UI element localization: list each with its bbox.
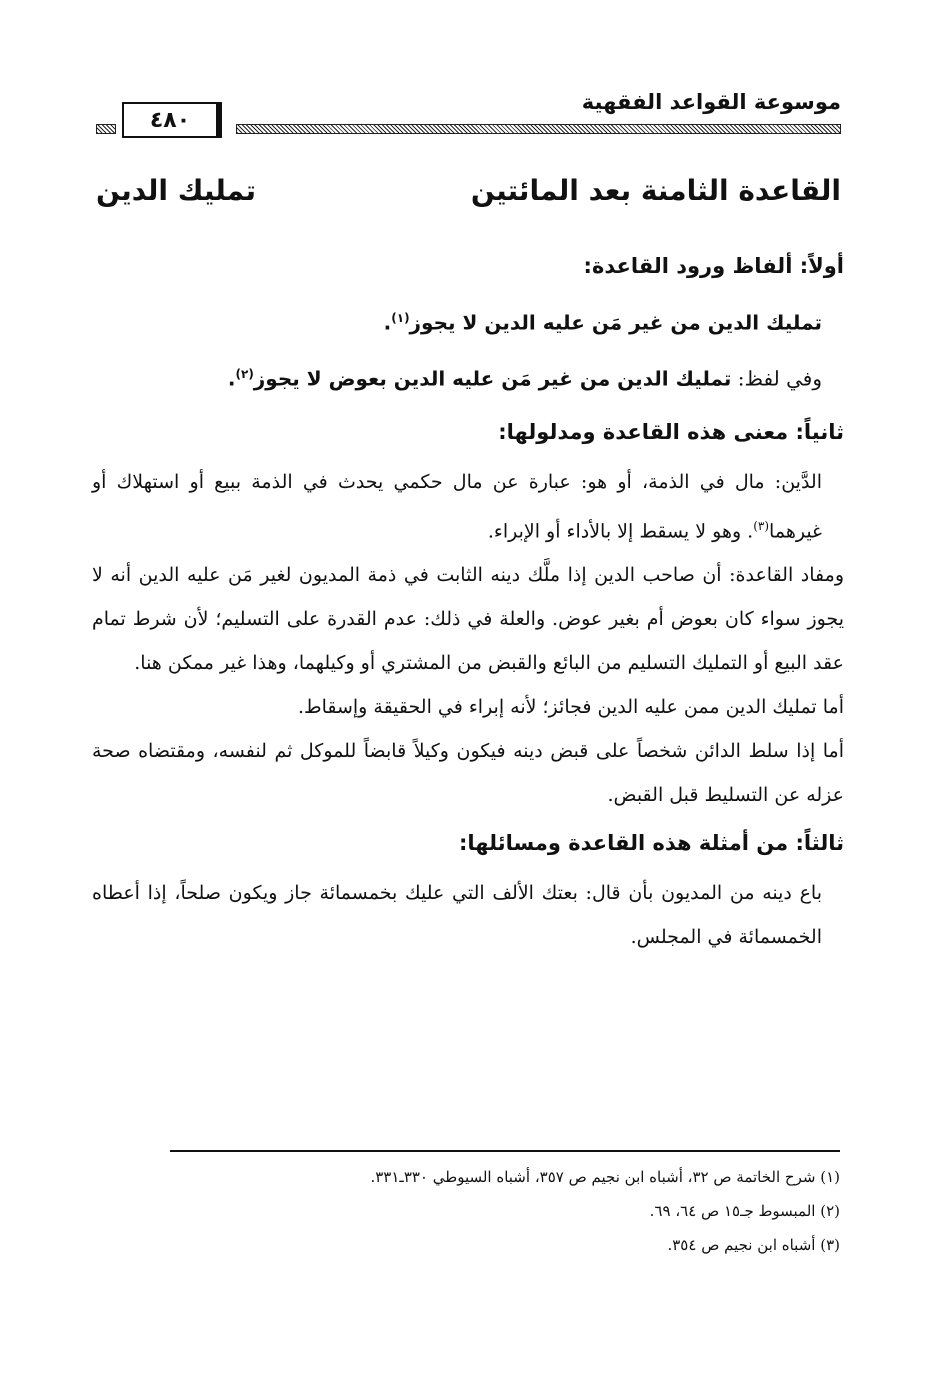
rule-wording-1: [92, 290, 844, 346]
rule-wording-2: [92, 346, 844, 402]
series-title: موسوعة القواعد الفقهية: [581, 90, 841, 114]
rule-wording-1-text: تمليك الدين من غير مَن عليه الدين لا يجوز: [409, 310, 822, 335]
rule-title: القاعدة الثامنة بعد المائتين: [470, 174, 841, 207]
header-ornament-left: [96, 124, 116, 134]
rule-wording-2-prefix: وفي لفظ:: [731, 366, 822, 391]
section-heading-examples: ثالثاً: من أمثلة هذه القاعدة ومسائلها:: [458, 831, 844, 856]
section-heading-meaning: ثانياً: معنى هذه القاعدة ومدلولها:: [498, 420, 844, 444]
rule-wording-2-end: .: [227, 366, 236, 391]
paragraph-debt-definition-text: الدَّين: مال في الذمة، أو هو: عبارة عن مال حكمي يحدث في الذمة ببيع أو استهلاك أو غيرهما: [92, 471, 822, 543]
rule-wording-2-text: تمليك الدين من غير مَن عليه الدين بعوض لا يجوز: [253, 366, 732, 391]
rule-topic: تمليك الدين: [96, 174, 256, 207]
footnote-ref-3: (٣): [753, 519, 770, 533]
footnote-3: (٣) أشباه ابن نجيم ص ٣٥٤.: [667, 1236, 840, 1254]
header-ornament-bar: [236, 124, 841, 134]
footnotes: [170, 1150, 840, 1262]
paragraph-debt-definition: [92, 460, 844, 553]
footnote-ref-2: (٢): [235, 367, 254, 381]
rule-title-row: [96, 174, 841, 224]
paragraph-agency: أما إذا سلط الدائن شخصاً على قبض دينه فيكون وكيلاً قابضاً للموكل ثم لنفسه، ومقتضاه صحة عزله عن التسليط قبل القبض.: [92, 740, 844, 807]
section-heading-wording: أولاً: ألفاظ ورود القاعدة:: [583, 254, 844, 278]
footnote-1: (١) شرح الخاتمة ص ٣٢، أشباه ابن نجيم ص ٣٥٧، أشباه السيوطي ٣٣٠ـ٣٣١.: [370, 1168, 840, 1186]
footnote-2: (٢) المبسوط جـ١٥ ص ٦٤، ٦٩.: [649, 1202, 840, 1220]
paragraph-rule-meaning: ومفاد القاعدة: أن صاحب الدين إذا ملَّك دينه الثابت في ذمة المديون لغير مَن عليه الدين أنه لا يجوز سواء كان بعوض أم بغير عوض. والعلة في ذلك: عدم القدرة على التسليم؛ لأن شرط تمام عقد البيع أو التمليك التسليم من البائع والقبض من المشتري أو وكيلهما، وهذا غير ممكن هنا.: [92, 564, 844, 675]
rule-wording-1-end: .: [383, 310, 392, 335]
footnote-ref-1: (١): [391, 311, 410, 325]
main-text: [92, 242, 844, 959]
paragraph-debt-definition-end: . وهو لا يسقط إلا بالأداء أو الإبراء.: [487, 520, 754, 543]
running-header: [96, 88, 841, 144]
paragraph-example: باع دينه من المديون بأن قال: بعتك الألف التي عليك بخمسمائة جاز ويكون صلحاً، إذا أعطاه الخمسمائة في المجلس.: [92, 882, 822, 949]
paragraph-exception: أما تمليك الدين ممن عليه الدين فجائز؛ لأنه إبراء في الحقيقة وإسقاط.: [297, 696, 844, 719]
page-number: ٤٨٠: [122, 102, 222, 138]
